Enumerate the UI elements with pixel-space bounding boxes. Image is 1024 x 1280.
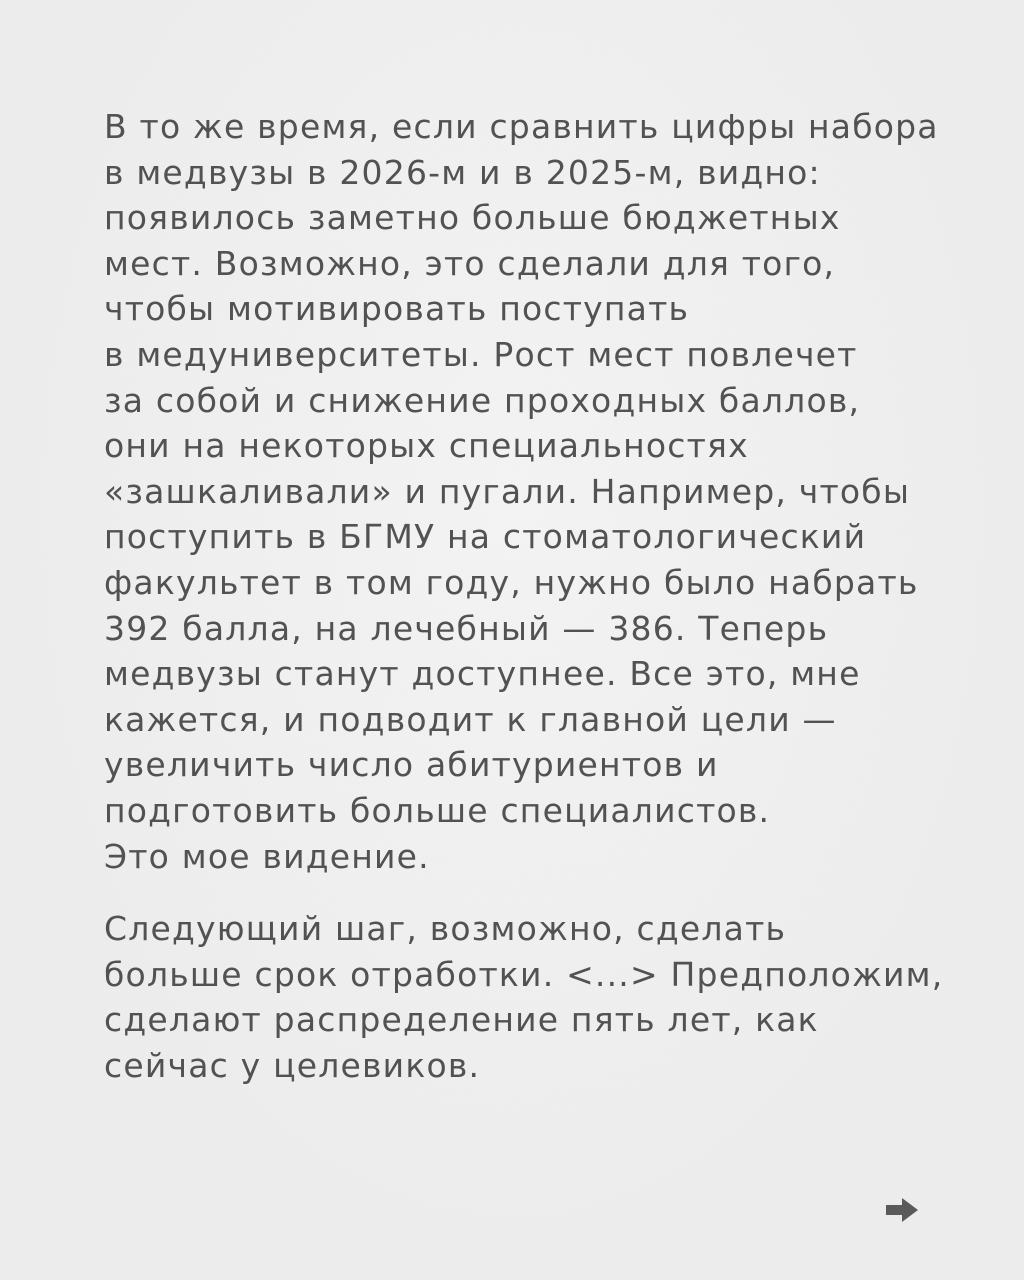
body-paragraph-2: Следующий шаг, возможно, сделать больше срок отработки. <...> Предположим, сделают распределение пять лет, как сейчас у целевиков. — [104, 909, 944, 1085]
body-paragraph-1: В то же время, если сравнить цифры набора в медвузы в 2026-м и в 2025-м, видно: появилось заметно больше бюджетных мест. Возможно, это сделали для того, чтобы мотивировать поступать в медуниверситеты. Рост мест повлечет за собой и снижение проходных баллов, они на некоторых специальностях «зашкаливали» и пугали. Например, чтобы поступить в БГМУ на стоматологический факультет в том году, нужно было набрать 392 балла, на лечебный — 386. Теперь медвузы станут доступнее. Все это, мне кажется, и подводит к главной цели — увеличить число абитуриентов и подготовить больше специалистов. Это мое видение. — [104, 107, 939, 876]
arrow-right-icon — [884, 1196, 920, 1224]
next-slide-button[interactable] — [884, 1196, 920, 1224]
